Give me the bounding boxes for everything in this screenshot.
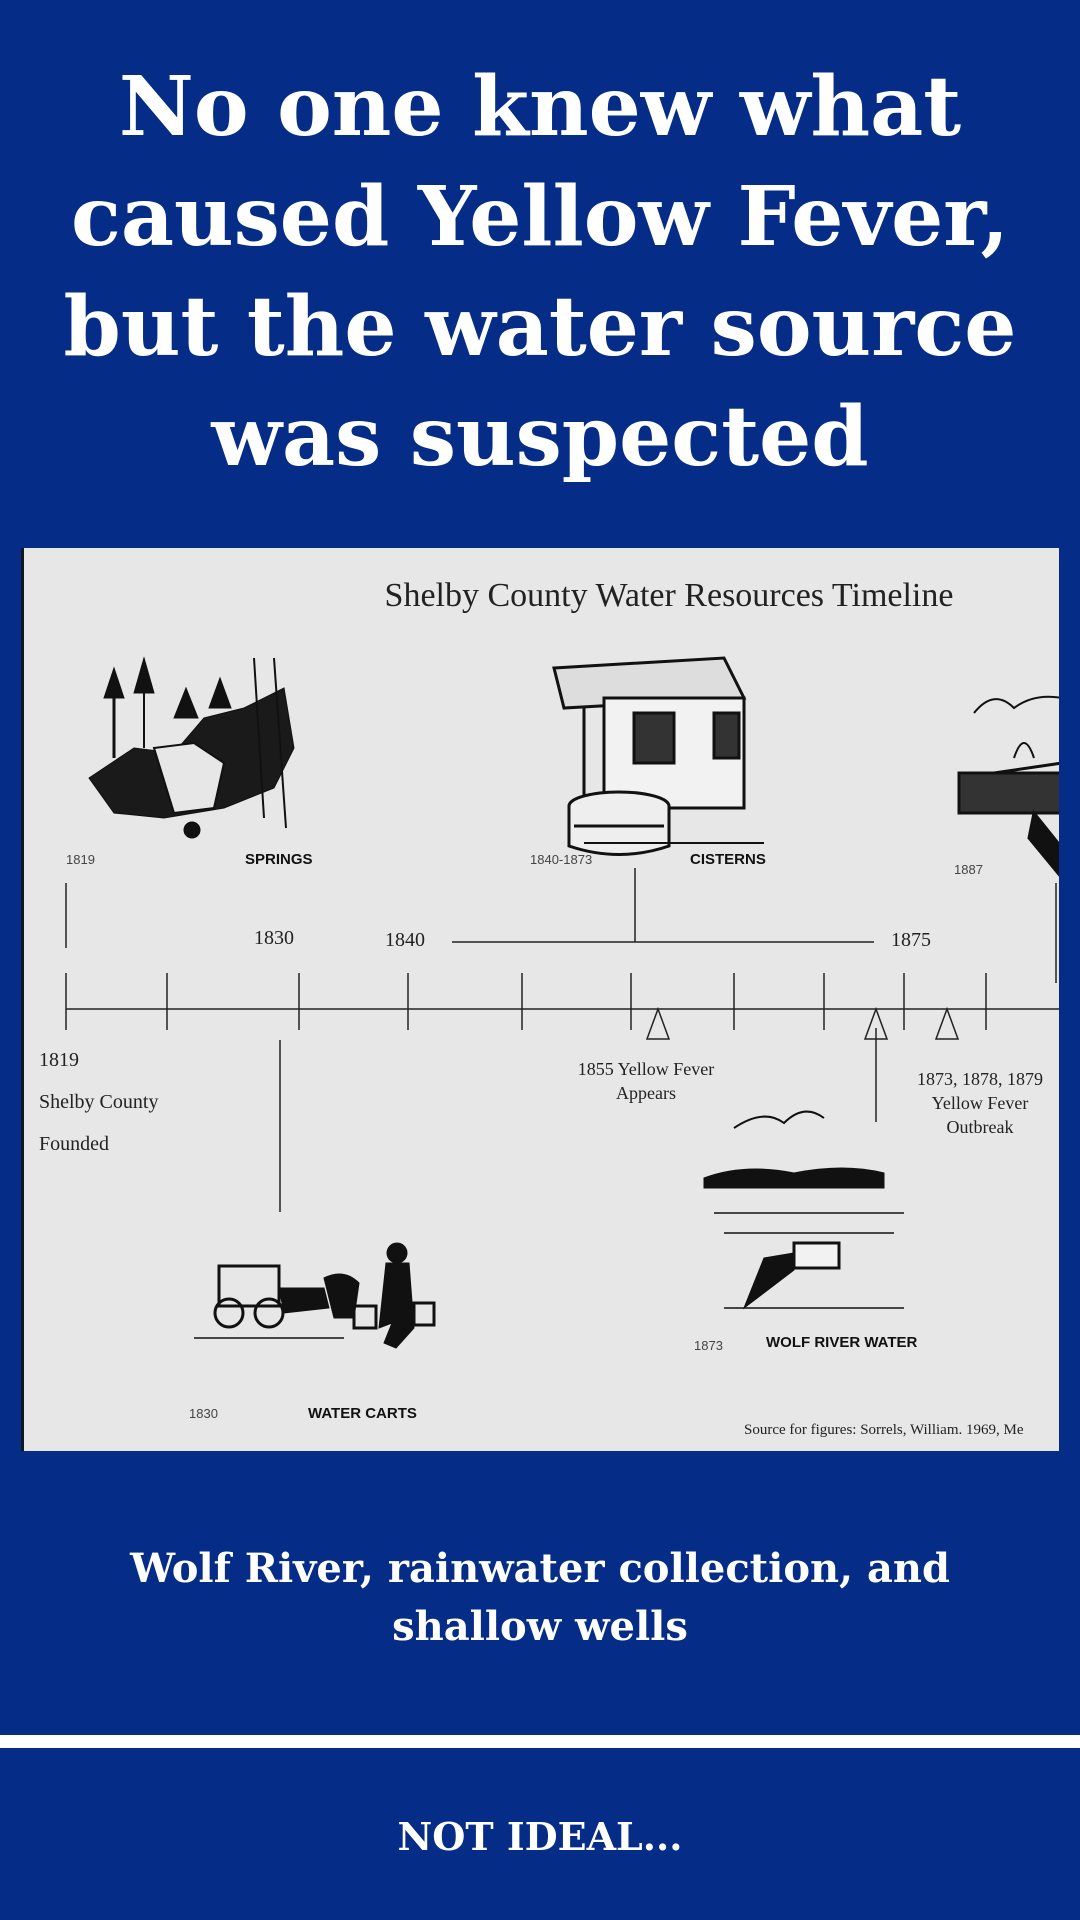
event-markers: [647, 1009, 958, 1039]
fountain-illustration: [959, 697, 1059, 878]
headline: No one knew what caused Yellow Fever, but the water source was suspected: [63, 59, 1017, 485]
axis-year-1875: 1875: [891, 929, 931, 951]
axis-year-1830: 1830: [254, 927, 294, 949]
marker-1855: [647, 1009, 669, 1039]
timeline-title: Shelby County Water Resources Timeline: [384, 577, 954, 614]
cisterns-illustration: [554, 658, 764, 855]
event-outbreak-line3: Outbreak: [946, 1117, 1014, 1137]
event-outbreak-line2: Yellow Fever: [931, 1093, 1029, 1113]
water-carts-illustration: [194, 1243, 434, 1348]
water-carts-label: WATER CARTS: [308, 1405, 417, 1422]
springs-illustration: [89, 658, 294, 838]
cisterns-year: 1840-1873: [530, 852, 593, 867]
event-1855-line2: Appears: [616, 1083, 676, 1103]
subtitle: Wolf River, rainwater collection, and shallow wells: [130, 1545, 950, 1650]
timeline-axis: [66, 973, 1059, 1030]
connector-lines: [66, 868, 1056, 1212]
cisterns-label: CISTERNS: [690, 851, 766, 868]
springs-label: SPRINGS: [245, 851, 313, 868]
footer-text: NOT IDEAL...: [397, 1814, 683, 1859]
timeline-diagram: [24, 548, 1059, 1451]
marker-1878-1879: [936, 1009, 958, 1039]
event-outbreak-line1: 1873, 1878, 1879: [917, 1069, 1043, 1089]
founded-line1: Shelby County: [39, 1091, 159, 1113]
wolf-river-label: WOLF RIVER WATER: [766, 1334, 918, 1351]
event-1855-line1: 1855 Yellow Fever: [577, 1059, 715, 1079]
wolf-river-illustration: [704, 1112, 904, 1308]
founded-line2: Founded: [39, 1133, 109, 1155]
wolf-river-year: 1873: [694, 1338, 723, 1353]
timeline-figure: [21, 548, 1059, 1451]
fountain-year: 1887: [954, 862, 983, 877]
axis-year-1840: 1840: [385, 929, 425, 951]
springs-year: 1819: [66, 852, 95, 867]
divider: [0, 1735, 1080, 1748]
water-carts-year: 1830: [189, 1406, 218, 1421]
source-citation: Source for figures: Sorrels, William. 1969, Me: [744, 1422, 1024, 1438]
founded-year: 1819: [39, 1049, 79, 1071]
